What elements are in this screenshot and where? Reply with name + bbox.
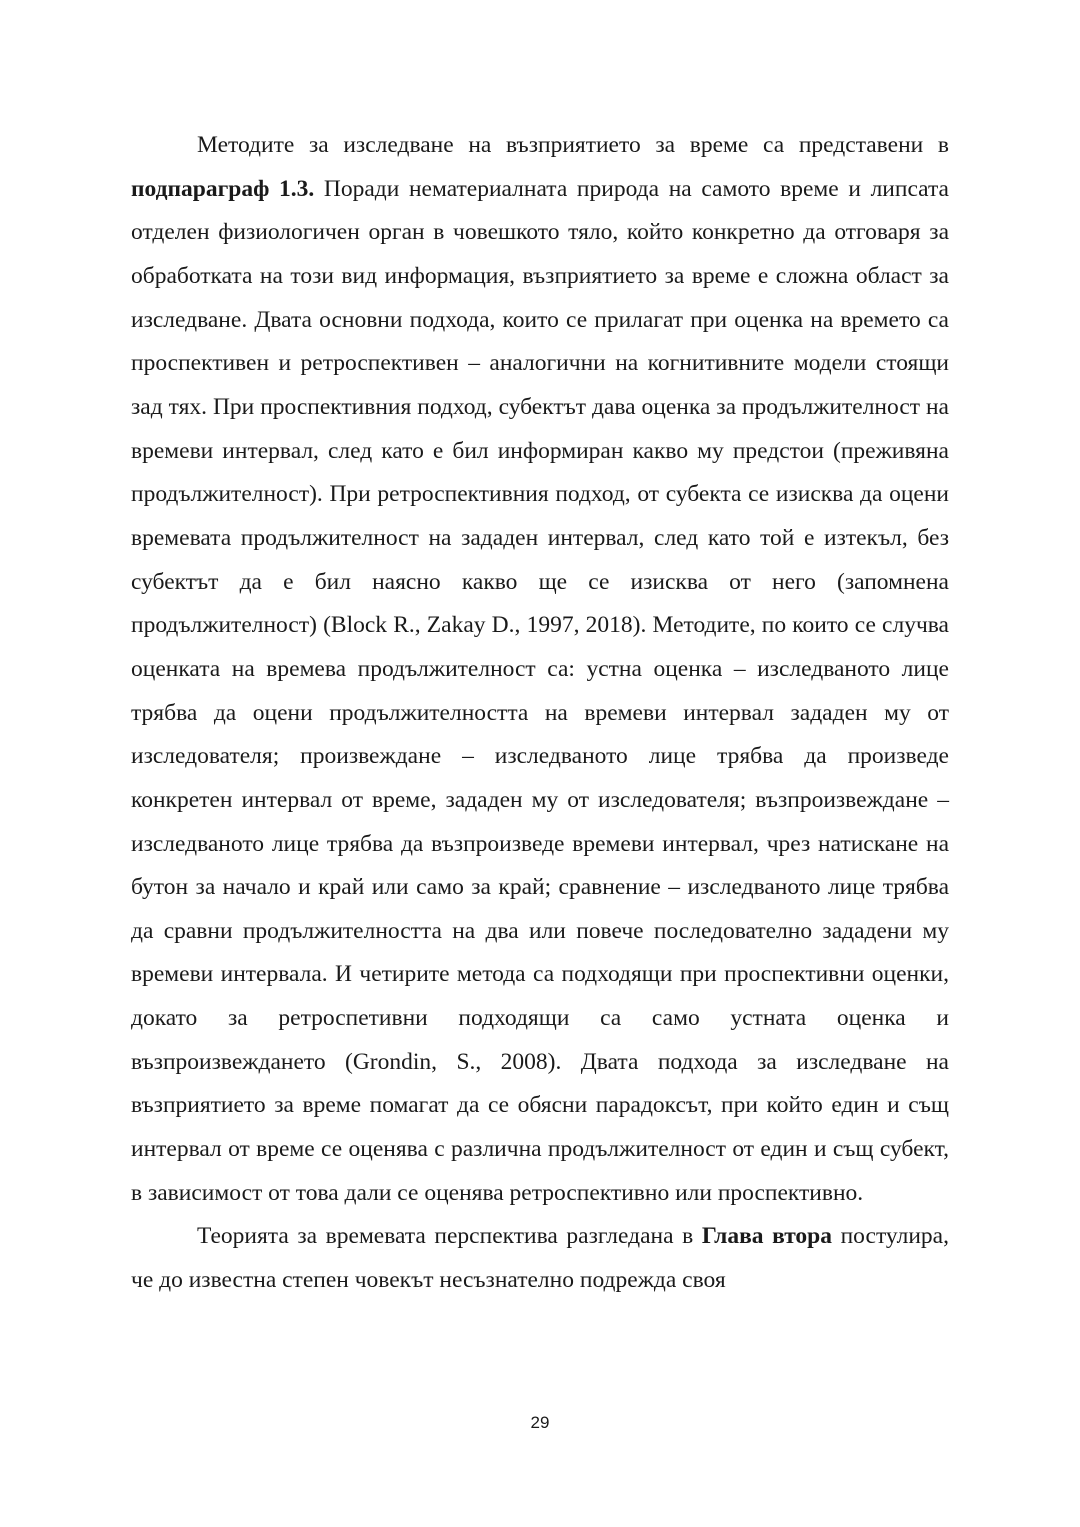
paragraph-text: Методите за изследване на възприятието за време са представени в [197,132,949,158]
bold-reference: подпараграф 1.3. [131,175,315,202]
paragraph-methods [131,124,949,1215]
paragraph-text: Теорията за времевата перспектива разгледана в [197,1223,702,1250]
paragraph-text: Поради нематериалната природа на самото време и липсата отделен физиологичен орган в човешкото тяло, който конкретно да отговаря за обработката на този вид информация, възприятието за време е сложна област за изследване. Двата основни подхода, които се прилагат при оценка на времето са проспективен и ретроспективен – аналогични на когнитивните модели стоящи зад тях. При проспективния подход, субектът дава оценка за продължителност на времеви интервал, след като е бил информиран какво му предстои (преживяна продължителност). При ретроспективния подход, от субекта се изисква да оцени времевата продължителност на зададен интервал, след като той е изтекъл, без субектът да е бил наясно какво ще се изисква от него (запомнена продължителност) (Block R., Zakay D., 1997, 2018). Методите, по които се случва оценката на времева продължителност са: устна оценка – изследваното лице трябва да оцени продължителността на времеви интервал зададен му от изследователя; произвеждане – изследваното лице трябва да произведе конкретен интервал от време, зададен му от изследователя; възпроизвеждане – изследваното лице трябва да възпроизведе времеви интервал, чрез натискане на бутон за начало и край или само за край; сравнение – изследваното лице трябва да сравни продължителността на два или повече последователно зададени му времеви интервала. И четирите метода са подходящи при проспективни оценки, докато за ретроспетивни подходящи са само устната оценка и възпроизвеждането (Grondin, S., 2008). Двата подхода за изследване на възприятието за време помагат да се обясни парадоксът, при който един и същ интервал от време се оценява с различна продължителност от един и същ субект, в зависимост от това дали се оценява ретроспективно или проспективно. [131,175,949,1206]
body-text [131,124,949,1303]
paragraph-time-perspective [131,1215,949,1302]
page-number: 29 [530,1413,550,1432]
bold-reference: Глава втора [701,1223,833,1250]
paragraph-text: постулира, че до известна степен човекът несъзнателно подрежда своя [131,1223,949,1294]
